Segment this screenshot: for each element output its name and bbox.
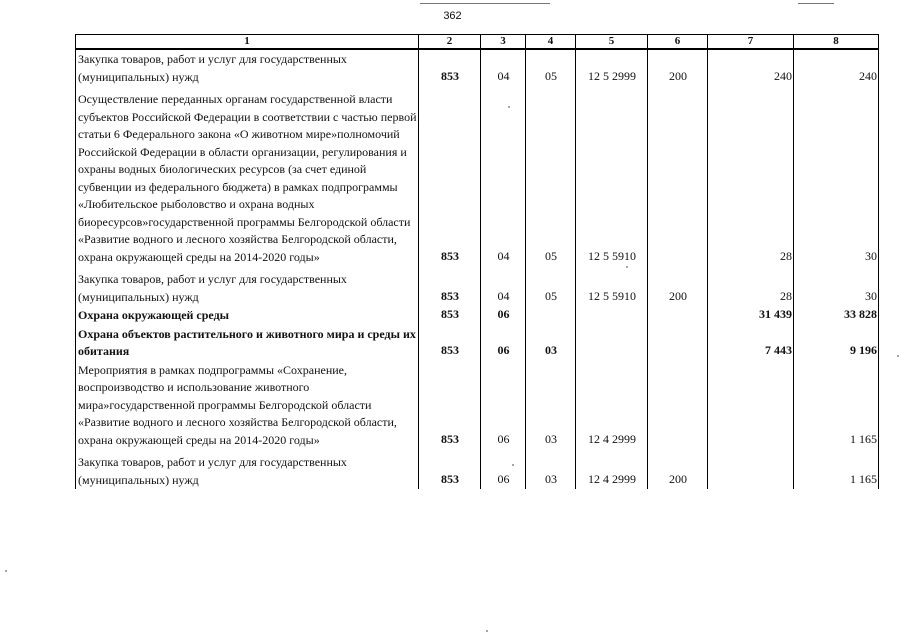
table-row [76, 90, 879, 266]
cell-target-article: 12 5 2999 [576, 49, 648, 86]
cell-sum-year1: 28 [708, 90, 794, 266]
cell-target-article: 12 4 2999 [576, 453, 648, 489]
cell-sum-year2: 30 [794, 90, 879, 266]
page-number: 362 [443, 10, 462, 22]
cell-expense-type [648, 361, 708, 450]
header-col-6: 6 [648, 35, 708, 50]
cell-gpz: 853 [419, 325, 481, 361]
header-col-8: 8 [794, 35, 879, 50]
scan-speck [626, 266, 628, 268]
table-row [76, 270, 879, 306]
row-name: Осуществление переданных органам государственной власти субъектов Российской Федерации в соответствии с частью первой статьи 6 Федерального закона «О животном мире»полномочий Российской Федерации в области организации, регулирования и охраны водных биологических ресурсов (за счет единой субвенции из федерального бюджета) в рамках подпрограммы «Любительское рыболовство и охрана водных биоресурсов»государственной программы Белгородской области «Развитие водного и лесного хозяйства Белгородской области, охрана окружающей среды на 2014-2020 годы» [76, 90, 419, 266]
cell-section: 04 [481, 49, 526, 86]
cell-sum-year2: 33 828 [794, 306, 879, 325]
cell-expense-type [648, 90, 708, 266]
cell-target-article [576, 325, 648, 361]
table-row [76, 325, 879, 361]
cell-sum-year1: 240 [708, 49, 794, 86]
cell-section: 04 [481, 270, 526, 306]
cell-sum-year1 [708, 361, 794, 450]
table-header-row [76, 35, 879, 50]
cell-target-article: 12 5 5910 [576, 90, 648, 266]
cell-gpz: 853 [419, 90, 481, 266]
budget-table [75, 34, 879, 489]
header-col-3: 3 [481, 35, 526, 50]
scan-speck [508, 106, 510, 108]
cell-target-article: 12 4 2999 [576, 361, 648, 450]
header-col-5: 5 [576, 35, 648, 50]
scan-line-top-right [798, 3, 834, 4]
cell-sum-year1: 7 443 [708, 325, 794, 361]
row-name: Закупка товаров, работ и услуг для государственных (муниципальных) нужд [76, 270, 419, 306]
cell-expense-type: 200 [648, 270, 708, 306]
cell-gpz: 853 [419, 453, 481, 489]
cell-subsection: 05 [526, 49, 576, 86]
header-col-1: 1 [76, 35, 419, 50]
cell-expense-type: 200 [648, 49, 708, 86]
cell-expense-type [648, 306, 708, 325]
table-row [76, 306, 879, 325]
cell-section: 06 [481, 361, 526, 450]
cell-sum-year2: 9 196 [794, 325, 879, 361]
row-name: Охрана объектов растительного и животного мира и среды их обитания [76, 325, 419, 361]
cell-gpz: 853 [419, 306, 481, 325]
scan-speck [5, 570, 7, 572]
cell-gpz: 853 [419, 361, 481, 450]
cell-sum-year1 [708, 453, 794, 489]
cell-sum-year1: 28 [708, 270, 794, 306]
cell-section: 06 [481, 325, 526, 361]
header-col-2: 2 [419, 35, 481, 50]
cell-expense-type: 200 [648, 453, 708, 489]
scan-speck [486, 630, 488, 632]
cell-subsection: 03 [526, 325, 576, 361]
scan-speck [512, 464, 514, 466]
cell-section: 04 [481, 90, 526, 266]
row-name: Закупка товаров, работ и услуг для государственных (муниципальных) нужд [76, 49, 419, 86]
cell-expense-type [648, 325, 708, 361]
row-name: Закупка товаров, работ и услуг для государственных (муниципальных) нужд [76, 453, 419, 489]
cell-subsection: 05 [526, 270, 576, 306]
cell-sum-year2: 240 [794, 49, 879, 86]
cell-gpz: 853 [419, 49, 481, 86]
row-name: Мероприятия в рамках подпрограммы «Сохранение, воспроизводство и использование животного мира»государственной программы Белгородской области «Развитие водного и лесного хозяйства Белгородской области, охрана окружающей среды на 2014-2020 годы» [76, 361, 419, 450]
cell-sum-year2: 1 165 [794, 453, 879, 489]
cell-sum-year2: 30 [794, 270, 879, 306]
row-name: Охрана окружающей среды [76, 306, 419, 325]
table-row [76, 453, 879, 489]
cell-gpz: 853 [419, 270, 481, 306]
cell-subsection: 03 [526, 361, 576, 450]
cell-subsection: 03 [526, 453, 576, 489]
cell-sum-year2: 1 165 [794, 361, 879, 450]
cell-target-article: 12 5 5910 [576, 270, 648, 306]
header-col-4: 4 [526, 35, 576, 50]
cell-target-article [576, 306, 648, 325]
cell-section: 06 [481, 306, 526, 325]
scan-speck [897, 355, 899, 357]
cell-sum-year1: 31 439 [708, 306, 794, 325]
table-row [76, 361, 879, 450]
table-row [76, 49, 879, 86]
scan-line-top [420, 3, 550, 4]
cell-subsection: 05 [526, 90, 576, 266]
cell-subsection [526, 306, 576, 325]
header-col-7: 7 [708, 35, 794, 50]
cell-section: 06 [481, 453, 526, 489]
